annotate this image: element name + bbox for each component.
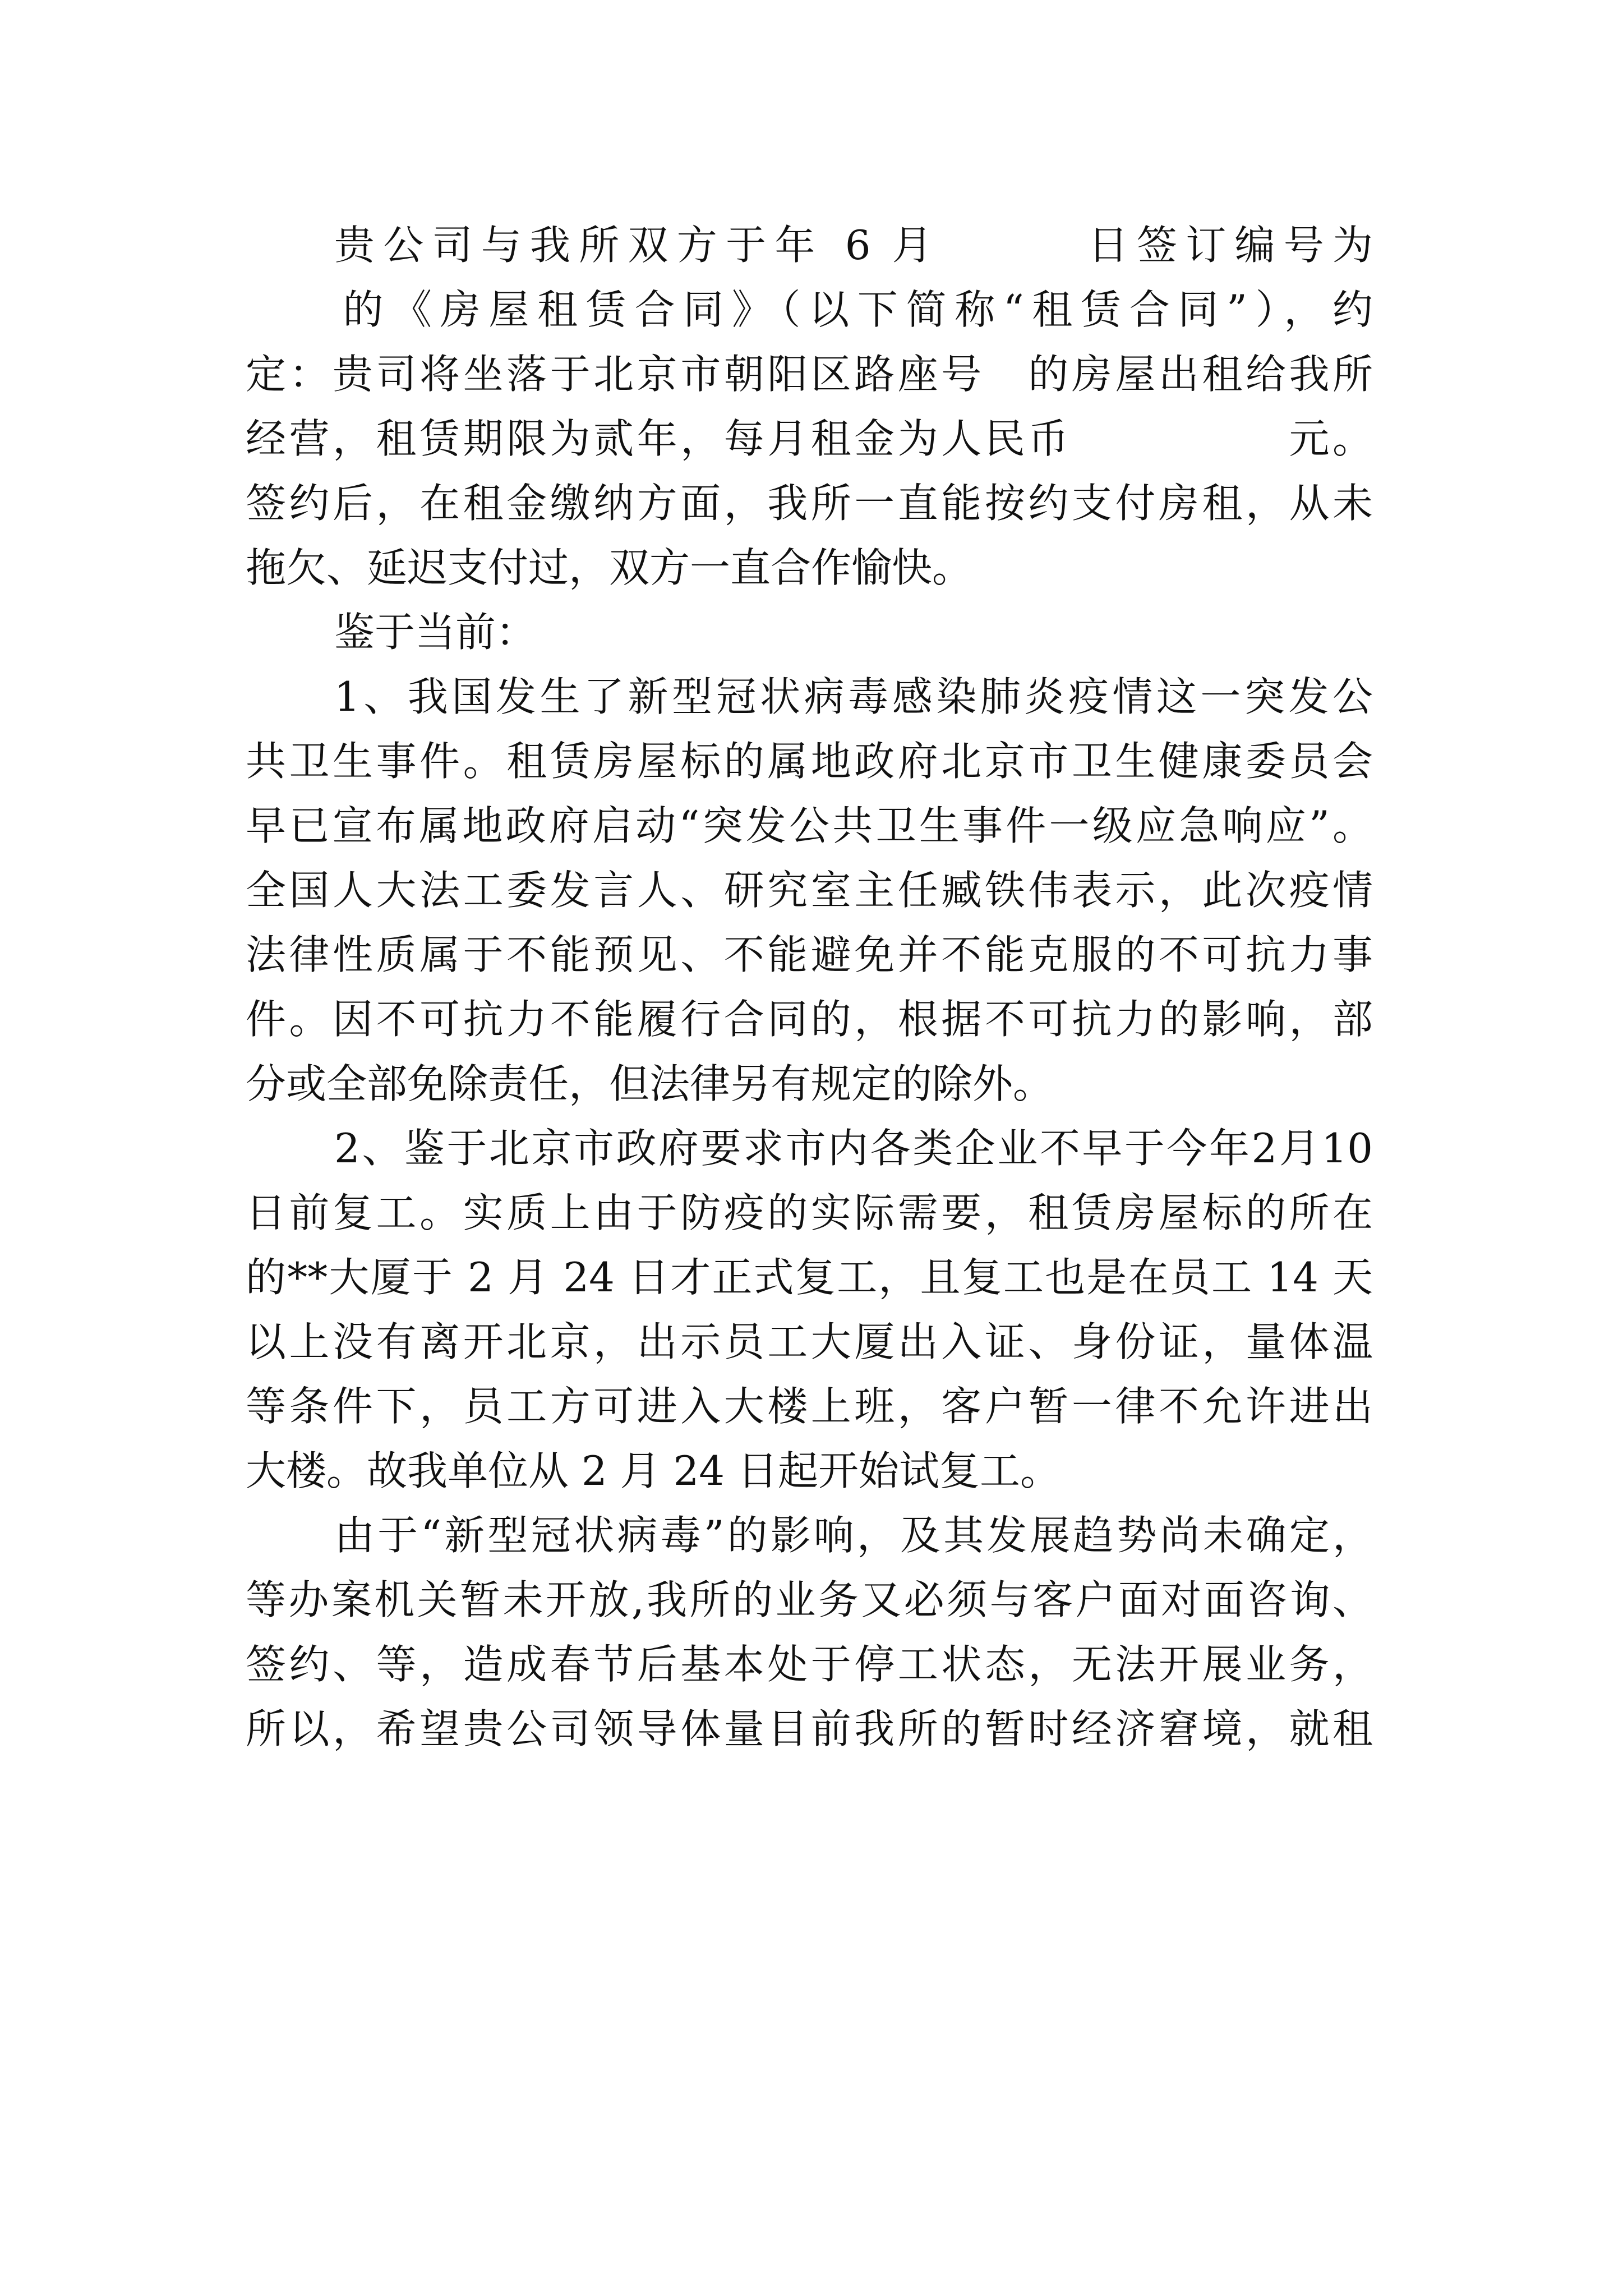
text-line-18: 以上没有离开北京，出示员工大厦出入证、身份证，量体温 — [246, 1318, 1373, 1365]
text-line-20: 大楼。故我单位从 2 月 24 日起开始试复工。 — [246, 1447, 1061, 1494]
text-line-6: 拖欠、延迟支付过，双方一直合作愉快。 — [246, 544, 973, 591]
text-line-4: 经营，租赁期限为贰年，每月租金为人民币 元。 — [246, 415, 1373, 462]
text-line-3: 定：贵司将坐落于北京市朝阳区路座号 的房屋出租给我所 — [246, 351, 1373, 398]
text-line-13: 件。因不可抗力不能履行合同的，根据不可抗力的影响，部 — [246, 996, 1373, 1043]
text-line-11: 全国人大法工委发言人、研究室主任臧铁伟表示，此次疫情 — [246, 867, 1373, 914]
text-line-8: 1、我国发生了新型冠状病毒感染肺炎疫情这一突发公 — [334, 673, 1373, 720]
text-line-21: 由于“新型冠状病毒”的影响，及其发展趋势尚未确定， — [334, 1512, 1373, 1559]
text-line-24: 所以，希望贵公司领导体量目前我所的暂时经济窘境，就租 — [246, 1705, 1373, 1752]
text-line-17: 的**大厦于 2 月 24 日才正式复工，且复工也是在员工 14 天 — [246, 1254, 1373, 1301]
text-line-1: 贵公司与我所双方于年 6 月 日签订编号为 — [334, 222, 1373, 269]
text-line-15: 2、鉴于北京市政府要求市内各类企业不早于今年2月10 — [334, 1125, 1373, 1172]
text-line-2: 的《房屋租赁合同》（以下简称“租赁合同”），约 — [246, 286, 1373, 333]
text-line-14: 分或全部免除责任，但法律另有规定的除外。 — [246, 1060, 1054, 1107]
text-line-9: 共卫生事件。租赁房屋标的属地政府北京市卫生健康委员会 — [246, 738, 1373, 785]
text-line-12: 法律性质属于不能预见、不能避免并不能克服的不可抗力事 — [246, 931, 1373, 978]
text-line-22: 等办案机关暂未开放,我所的业务又必须与客户面对面咨询、 — [246, 1576, 1373, 1623]
text-line-7: 鉴于当前： — [334, 609, 537, 656]
text-line-16: 日前复工。实质上由于防疫的实际需要，租赁房屋标的所在 — [246, 1189, 1373, 1236]
text-line-23: 签约、等，造成春节后基本处于停工状态，无法开展业务， — [246, 1641, 1373, 1688]
text-line-19: 等条件下，员工方可进入大楼上班，客户暂一律不允许进出 — [246, 1383, 1373, 1430]
text-line-5: 签约后，在租金缴纳方面，我所一直能按约支付房租，从未 — [246, 480, 1373, 527]
text-line-10: 早已宣布属地政府启动“突发公共卫生事件一级应急响应”。 — [246, 802, 1373, 849]
